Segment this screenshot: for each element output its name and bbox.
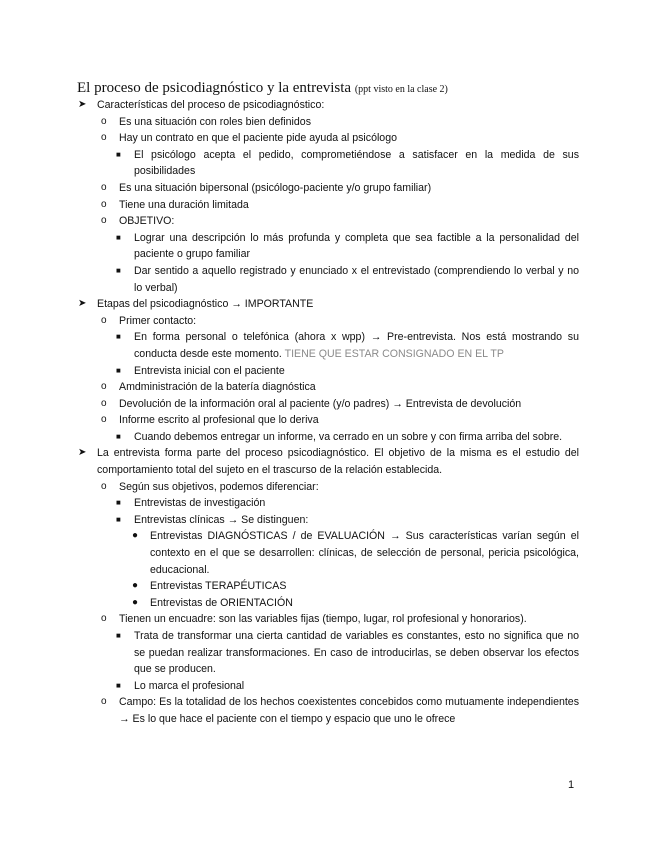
square-bullet-icon: ■ — [116, 265, 121, 275]
list-item: ➤ La entrevista forma parte del proceso psicodiagnóstico. El objetivo de la misma es el estudio del comportamiento total del sujeto en el trascurso de la relación establecida. — [78, 447, 579, 477]
list-item: o Hay un contrato en que el paciente pide ayuda al psicólogo — [119, 130, 579, 147]
list-item: ■ El psicólogo acepta el pedido, comprometiéndose a satisfacer en la medida de sus posibilidades — [116, 148, 579, 178]
list-item: ■ Dar sentido a aquello registrado y enunciado x el entrevistado (comprendiendo lo verbal y no lo verbal) — [116, 264, 579, 294]
circle-bullet-icon: o — [101, 414, 107, 426]
list-item: ■ Trata de transformar una cierta cantidad de variables es constantes, esto no significa que no se puedan realizar transformaciones. En caso de introducirlas, se deben observar los efectos que se producen. — [116, 630, 579, 676]
circle-bullet-icon: o — [101, 132, 107, 144]
page-number: 1 — [568, 779, 575, 791]
dot-bullet-icon: ● — [132, 580, 139, 592]
list-item: ■ Lograr una descripción lo más profunda y completa que sea factible a la personalidad del paciente o grupo familiar — [116, 231, 579, 261]
square-bullet-icon: ■ — [116, 232, 121, 242]
list-item: ■ Cuando debemos entregar un informe, va cerrado en un sobre y con firma arriba del sobre. — [134, 429, 579, 446]
list-item: o Es una situación bipersonal (psicólogo-paciente y/o grupo familiar) — [119, 180, 579, 197]
arrow-bullet-icon: ➤ — [78, 298, 87, 310]
list-item: ■ En forma personal o telefónica (ahora x wpp) → Pre-entrevista. Nos está mostrando su conducta desde este momento. TIENE QUE ESTAR CONSIGNADO EN EL TP — [116, 331, 579, 360]
dot-bullet-icon: ● — [132, 596, 139, 608]
circle-bullet-icon: o — [101, 215, 107, 227]
list-item: o Informe escrito al profesional que lo deriva — [119, 412, 579, 429]
highlight-note: TIENE QUE ESTAR CONSIGNADO EN EL TP — [284, 347, 504, 360]
list-item: o Devolución de la información oral al paciente (y/o padres) → Entrevista de devolución — [119, 396, 579, 413]
list-item: ➤ Etapas del psicodiagnóstico → IMPORTANTE — [97, 296, 579, 313]
circle-bullet-icon: o — [101, 181, 107, 193]
list-item: o Tiene una duración limitada — [119, 197, 579, 214]
circle-bullet-icon: o — [101, 115, 107, 127]
circle-bullet-icon: o — [101, 314, 107, 326]
circle-bullet-icon: o — [101, 198, 107, 210]
square-bullet-icon: ■ — [116, 680, 121, 690]
arrow-bullet-icon: ➤ — [78, 99, 87, 110]
square-bullet-icon: ■ — [116, 332, 121, 342]
list-item: ● Entrevistas TERAPÉUTICAS — [150, 578, 579, 595]
list-item: ■ Lo marca el profesional — [134, 678, 579, 695]
list-item: ■ Entrevistas clínicas → Se distinguen: — [134, 512, 579, 529]
title-note: (ppt visto en la clase 2) — [354, 84, 448, 95]
list-item: ■ Entrevista inicial con el paciente — [134, 363, 579, 380]
square-bullet-icon: ■ — [116, 365, 121, 375]
list-item: o Es una situación con roles bien definidos — [119, 114, 579, 131]
circle-bullet-icon: o — [101, 381, 107, 393]
square-bullet-icon: ■ — [116, 149, 121, 159]
square-bullet-icon: ■ — [116, 514, 121, 524]
list-item: o Primer contacto: — [119, 313, 579, 330]
circle-bullet-icon: o — [101, 397, 107, 409]
list-item: o Amdministración de la batería diagnóstica — [119, 379, 579, 396]
page-title — [77, 80, 597, 97]
list-item: ● Entrevistas de ORIENTACIÓN — [150, 595, 579, 612]
list-item: ■ Entrevistas de investigación — [134, 495, 579, 512]
document-body — [0, 97, 655, 728]
title-main: El proceso de psicodiagnóstico y la entrevista — [77, 80, 352, 96]
square-bullet-icon: ■ — [116, 431, 121, 441]
square-bullet-icon: ■ — [116, 498, 121, 508]
list-item: o Según sus objetivos, podemos diferenciar: — [119, 479, 579, 496]
list-item: o Tienen un encuadre: son las variables fijas (tiempo, lugar, rol profesional y honorarios). — [119, 611, 579, 628]
list-item: ● Entrevistas DIAGNÓSTICAS / de EVALUACIÓN → Sus características varían según el contexto en el que se desarrollen: clínicas, de selección de personal, pericia psicológica, educacional. — [132, 530, 579, 576]
circle-bullet-icon: o — [101, 613, 107, 625]
list-item: ➤ Características del proceso de psicodiagnóstico: — [97, 97, 579, 114]
circle-bullet-icon: o — [101, 480, 107, 492]
square-bullet-icon: ■ — [116, 631, 121, 640]
circle-bullet-icon: o — [101, 696, 107, 708]
dot-bullet-icon: ● — [132, 530, 139, 542]
arrow-bullet-icon: ➤ — [78, 447, 87, 459]
list-item: o Campo: Es la totalidad de los hechos coexistentes concebidos como mutuamente independientes → Es lo que hace el paciente con el tiempo y espacio que uno le ofrece — [101, 696, 579, 725]
list-item: o OBJETIVO: — [119, 213, 579, 230]
